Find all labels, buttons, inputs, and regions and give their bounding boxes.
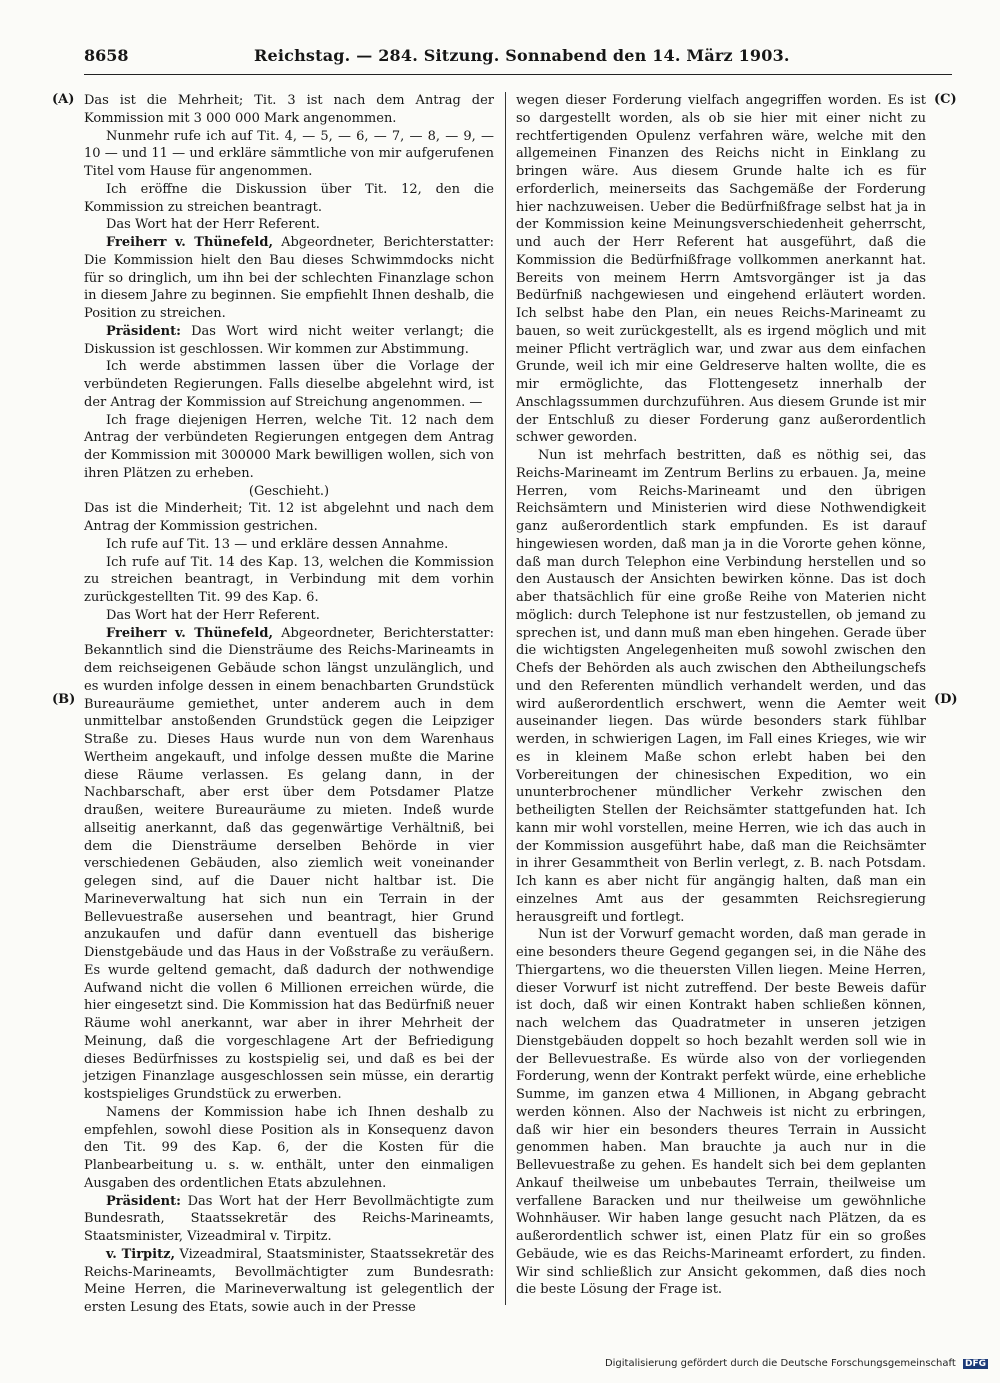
paragraph-text: Das Wort hat der Herr Referent. [106,217,320,233]
margin-mark-c: (C) [934,92,957,107]
speaker-name: Freiherr v. Thünefeld, [106,235,273,250]
paragraph [84,483,494,501]
paragraph [84,1193,494,1246]
paragraph-text: Das Wort hat der Herr Bevollmächtigte zum Bundesrath, Staatssekretär des Reichs-Marineamts, Staatsminister, Vizeadmiral v. Tirpitz. [84,1193,494,1244]
paragraph [84,554,494,607]
paragraph [84,92,494,128]
paragraph [84,1246,494,1317]
paragraph [84,358,494,411]
paragraph-text: Das ist die Minderheit; Tit. 12 ist abgelehnt und nach dem Antrag der Kommission gestrichen. [84,501,494,534]
margin-mark-d: (D) [934,692,958,707]
paragraph-text: Namens der Kommission habe ich Ihnen deshalb zu empfehlen, sowohl diese Position als in Konsequenz davon den Tit. 99 des Kap. 6, der die Kosten für die Planbearbeitung u. s. w. enthält, unter den einmaligen Ausgaben des ordentlichen Etats abzulehnen. [84,1104,494,1191]
footer-text: Digitalisierung gefördert durch die Deutsche Forschungsgemeinschaft [604,1358,956,1369]
speaker-name: Präsident: [106,1193,181,1209]
paragraph [516,447,926,926]
running-title: Reichstag. — 284. Sitzung. Sonnabend den 14. März 1903. [254,46,790,65]
paragraph-text: Nun ist der Vorwurf gemacht worden, daß man gerade in eine besonders theure Gegend gegangen sei, in die Nähe des Thiergartens, wo die theuersten Villen liegen. Meine Herren, dieser Vorwurf ist nicht zutreffend. Der beste Beweis dafür ist doch, daß wir einen Kontrakt haben schließen können, nach welchem das Quadratmeter in unseren jetzigen Dienstgebäuden doppelt so hoch bezahlt werden soll wie in der Bellevuestraße. Es würde also von der vorliegenden Forderung, wenn der Kontrakt perfekt würde, eine erhebliche Summe, im ganzen etwa 4 Millionen, in Abgang gebracht werden können. Also der Nachweis ist nicht zu erbringen, daß wir hier ein besonders theures Terrain in Aussicht genommen haben. Man brauchte ja auch nur in die Bellevuestraße zu gehen. Es handelt sich bei dem geplanten Ankauf theilweise um unbebautes Terrain, theilweise um verfallene Baracken und nur theilweise um gewöhnliche Wohnhäuser. Wir haben lange gesucht nach Plätzen, da es außerordentlich schwer ist, einen Platz für ein so großes Gebäude, wie es das Reichs-Marineamt erfordert, zu finden. Wir sind schließlich zur Ansicht gekommen, daß dies noch die beste Lösung der Frage ist. [516,927,926,1298]
paragraph-text: (Geschieht.) [248,483,330,499]
page-number: 8658 [84,46,129,65]
paragraph [84,625,494,1104]
margin-mark-b: (B) [52,692,76,707]
paragraph [84,323,494,359]
paragraph [84,181,494,217]
paragraph [84,216,494,234]
paragraph-text: Das ist die Mehrheit; Tit. 3 ist nach dem Antrag der Kommission mit 3 000 000 Mark angenommen. [84,93,494,126]
dfg-logo: DFG [964,1359,986,1369]
paragraph-text: Ich rufe auf Tit. 13 — und erkläre dessen Annahme. [106,536,449,552]
paragraph [84,607,494,625]
paragraph-text: Abgeordneter, Berichterstatter: Bekanntlich sind die Diensträume des Reichs-Marineamts in dem reichseigenen Gebäude schon längst unzulänglich, und es wurden infolge dessen in einem benachbarten Grundstück Bureauräume gemiethet, unter anderem auch in dem unmittelbar anstoßenden Grundstück gegen die Leipziger Straße zu. Dieses Haus wurde nun von dem Warenhaus Wertheim angekauft, und infolge dessen mußte die Marine diese Räume verlassen. Es gelang dann, in der Nachbarschaft, aber erst über dem Potsdamer Platze draußen, weitere Bureauräume zu mieten. Indeß wurde allseitig anerkannt, daß das gegenwärtige Verhältniß, bei dem die Diensträume derselben Behörde in vier verschiedenen Gebäuden, also ziemlich weit voneinander gelegen sind, auf die Dauer nicht haltbar ist. Die Marineverwaltung hat sich nun ein Terrain in der Bellevuestraße ausersehen und beantragt, hier Grund anzukaufen und dafür dann eventuell das bisherige Dienstgebäude und das Haus in der Voßstraße zu veräußern. Es wurde geltend gemacht, daß dadurch der nothwendige Aufwand nicht die vollen 6 Millionen erreichen würde, die hier eingesetzt sind. Die Kommission hat das Bedürfniß neuer Räume wohl anerkannt, war aber in ihrer Mehrheit der Meinung, daß die vorgeschlagene Art der Befriedigung dieses Bedürfnisses zu kostspielig sei, und daß es bei der jetzigen Finanzlage ausgeschlossen sein müsse, ein derartig kostspieliges Grundstück zu erwerben. [84,625,494,1102]
paragraph-text: Das Wort hat der Herr Referent. [106,607,320,623]
speaker-name: v. Tirpitz, [106,1246,175,1262]
left-column [84,92,494,1317]
footer-credit [605,1358,988,1369]
page-header [84,40,952,75]
paragraph [516,926,926,1299]
paragraph [84,500,494,536]
paragraph-text: Ich rufe auf Tit. 14 des Kap. 13, welchen die Kommission zu streichen beantragt, in Verbindung mit dem vorhin zurückgestellten Tit. 99 des Kap. 6. [84,554,494,605]
paragraph-text: Ich werde abstimmen lassen über die Vorlage der verbündeten Regierungen. Falls dieselbe abgelehnt wird, ist der Antrag der Kommission auf Streichung angenommen. — [84,359,494,410]
column-divider [505,92,506,1305]
margin-mark-a: (A) [52,92,75,107]
paragraph [84,128,494,181]
paragraph-text: wegen dieser Forderung vielfach angegriffen worden. Es ist so dargestellt worden, als ob sie hier mit einer nicht zu rechtfertigenden Opulenz verfahren wäre, welche mit den allgemeinen Finanzen des Reichs nicht in Einklang zu bringen wäre. Aus diesem Grunde halte ich es für erforderlich, meinerseits das Sachgemäße der Forderung hier nachzuweisen. Ueber die Bedürfnißfrage selbst hat ja in der Kommission keine Meinungsverschiedenheit geherrscht, und auch der Herr Referent hat ausgeführt, daß die Kommission die Bedürfnißfrage vollkommen anerkannt hat. Bereits von meinem Herrn Amtsvorgänger ist ja das Bedürfniß nachgewiesen und eingehend erläutert worden. Ich selbst habe den Plan, ein neues Reichs-Marineamt zu bauen, so weit zurückgestellt, als es irgend möglich und mit meiner Pflicht verträglich war, und zwar aus dem einfachen Grunde, weil ich mir eine Geldreserve halten wollte, die es mir ermöglichte, das Flottengesetz innerhalb der Anschlagssummen durchzuführen. Aus diesem Grunde ist mir der Entschluß zu dieser Forderung ganz außerordentlich schwer geworden. [516,93,926,446]
paragraph [84,412,494,483]
paragraph-text: Ich eröffne die Diskussion über Tit. 12, den die Kommission zu streichen beantragt. [84,181,494,215]
right-column [516,92,926,1299]
paragraph-text: Ich frage diejenigen Herren, welche Tit. 12 nach dem Antrag der verbündeten Regierungen entgegen dem Antrag der Kommission mit 300000 Mark bewilligen wollen, sich von ihren Plätzen zu erheben. [84,412,494,481]
speaker-name: Präsident: [106,323,181,339]
paragraph-text: Nun ist mehrfach bestritten, daß es nöthig sei, das Reichs-Marineamt im Zentrum Berlins zu erbauen. Ja, meine Herren, vom Reichs-Marineamt und den übrigen Reichsämtern und Ministerien wird diese Nothwendigkeit ganz außerordentlich stark empfunden. Es ist darauf hingewiesen worden, daß man ja in die Vororte gehen könne, daß man durch Telephon eine Verbindung herstellen und so den Austausch der Ansichten bewirken könne. Das ist doch aber thatsächlich für eine große Reihe von Materien nicht möglich: durch Telephone ist nur festzustellen, ob jemand zu sprechen ist, und dann muß man eben hingehen. Gerade über die wichtigsten Angelegenheiten muß sowohl zwischen den Chefs der Behörden als auch zwischen den Abtheilungschefs und den Referenten mündlich verhandelt werden, und das wird außerordentlich erschwert, wenn die Aemter weit auseinander liegen. Das würde besonders stark fühlbar werden, in schwierigen Lagen, im Fall eines Krieges, wie wir es in kleinem Maße schon erlebt haben bei den Vorbereitungen der chinesischen Expedition, wo ein ununterbrochener mündlicher Verkehr zwischen den betheiligten Stellen der Reichsämter stattgefunden hat. Ich kann mir wohl vorstellen, meine Herren, wie ich das auch in der Kommission ausgeführt habe, daß man die Reichsämter in ihrer Gesammtheit von Berlin verlegt, z. B. nach Potsdam. Ich kann es aber nicht für angängig halten, daß man ein einzelnes Amt aus der gesammten Reichsregierung herausgreift und fortlegt. [516,448,926,925]
paragraph-text: Abgeordneter, Berichterstatter: Die Kommission hielt den Bau dieses Schwimmdocks nicht für so dringlich, um ihn bei der schlechten Finanzlage schon in diesem Jahre zu beginnen. Sie empfiehlt Ihnen deshalb, die Position zu streichen. [84,235,494,321]
speaker-name: Freiherr v. Thünefeld, [106,625,273,641]
paragraph-text: Vizeadmiral, Staatsminister, Staatssekretär des Reichs-Marineamts, Bevollmächtigter zum Bundesrath: Meine Herren, die Marineverwaltung ist gelegentlich der ersten Lesung des Etats, sowie auch in der Presse [84,1246,494,1315]
paragraph [84,234,494,323]
paragraph-text: Nunmehr rufe ich auf Tit. 4, — 5, — 6, — 7, — 8, — 9, — 10 — und 11 — und erkläre sämmtliche von mir aufgerufenen Titel vom Hause für angenommen. [84,128,494,179]
paragraph-text: Das Wort wird nicht weiter verlangt; die Diskussion ist geschlossen. Wir kommen zur Abstimmung. [84,323,494,357]
paragraph [84,536,494,554]
paragraph [516,92,926,447]
paragraph [84,1104,494,1193]
